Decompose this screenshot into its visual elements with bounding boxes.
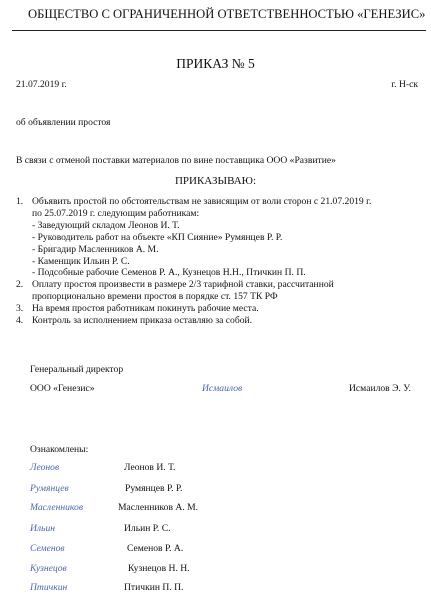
order-item: [16, 279, 426, 303]
employee-signature: Румянцев: [30, 483, 69, 494]
order-item-line: Объявить простой по обстоятельствам не зависящим от воли сторон с 21.07.2019 г.: [32, 196, 372, 207]
order-item-line: На время простоя работникам покинуть рабочие места.: [32, 303, 259, 315]
order-items-list: [16, 196, 426, 327]
employee-name: Птичкин П. П.: [124, 582, 184, 593]
header-divider: [12, 30, 426, 31]
signatory-name: Исмаилов Э. У.: [349, 383, 411, 394]
employee-name: Кузнецов Н. Н.: [128, 563, 190, 574]
employee-signature: Леонов: [30, 462, 60, 473]
employee-signature: Масленников: [30, 502, 83, 513]
director-signature: Исмаилов: [202, 383, 243, 394]
order-item-line: пропорционально времени простоя в порядке ст. 157 ТК РФ: [32, 291, 278, 303]
order-preamble: В связи с отменой поставки материалов по вине поставщика ООО «Развитие»: [16, 155, 336, 166]
employee-name: Семенов Р. А.: [127, 543, 184, 554]
order-item-line: - Подсобные рабочие Семенов Р. А., Кузнецов Н.Н., Птичкин П. П.: [32, 267, 306, 279]
signatory-position: Генеральный директор: [30, 364, 124, 375]
order-date: 21.07.2019 г.: [16, 79, 67, 90]
signatory-organization: ООО «Генезис»: [30, 383, 95, 394]
order-title: ПРИКАЗ № 5: [176, 56, 255, 71]
order-item-line: Контроль за исполнением приказа оставляю за собой.: [32, 315, 253, 327]
employee-name: Леонов И. Т.: [124, 462, 176, 473]
employee-name: Масленников А. М.: [118, 502, 199, 513]
order-item-line: - Бригадир Масленников А. М.: [32, 243, 159, 255]
employee-signature: Птичкин: [30, 582, 68, 593]
order-item-number: 2.: [16, 279, 24, 291]
employee-name: Ильин Р. С.: [124, 523, 171, 534]
order-item-line: - Заведующий складом Леонов И. Т.: [32, 219, 180, 231]
order-item-line: - Руководитель работ на объекте «КП Сияние» Румянцев Р. Р.: [32, 231, 283, 243]
organization-header: ОБЩЕСТВО С ОГРАНИЧЕННОЙ ОТВЕТСТВЕННОСТЬЮ «ГЕНЕЗИС»: [28, 7, 426, 21]
order-city: г. Н-ск: [391, 79, 418, 90]
order-item-number: 4.: [16, 315, 24, 327]
employee-name: Румянцев Р. Р.: [125, 483, 183, 494]
order-subject: об объявлении простоя: [16, 117, 111, 128]
order-command: ПРИКАЗЫВАЮ:: [174, 175, 257, 187]
order-item: [16, 303, 426, 315]
acknowledged-title: Ознакомлены:: [30, 444, 89, 455]
order-item-line: по 25.07.2019 г. следующим работникам:: [32, 207, 200, 219]
employee-signature: Ильин: [30, 523, 56, 534]
employee-signature: Кузнецов: [30, 563, 67, 574]
order-item-line: Оплату простоя произвести в размере 2/3 тарифной ставки, рассчитанной: [32, 279, 334, 291]
order-item: [16, 196, 426, 279]
order-item-number: 1.: [16, 196, 24, 207]
order-item-line: - Каменщик Ильин Р. С.: [32, 255, 130, 267]
employee-signature: Семенов: [30, 543, 65, 554]
order-item: [16, 315, 426, 327]
order-item-number: 3.: [16, 303, 24, 315]
